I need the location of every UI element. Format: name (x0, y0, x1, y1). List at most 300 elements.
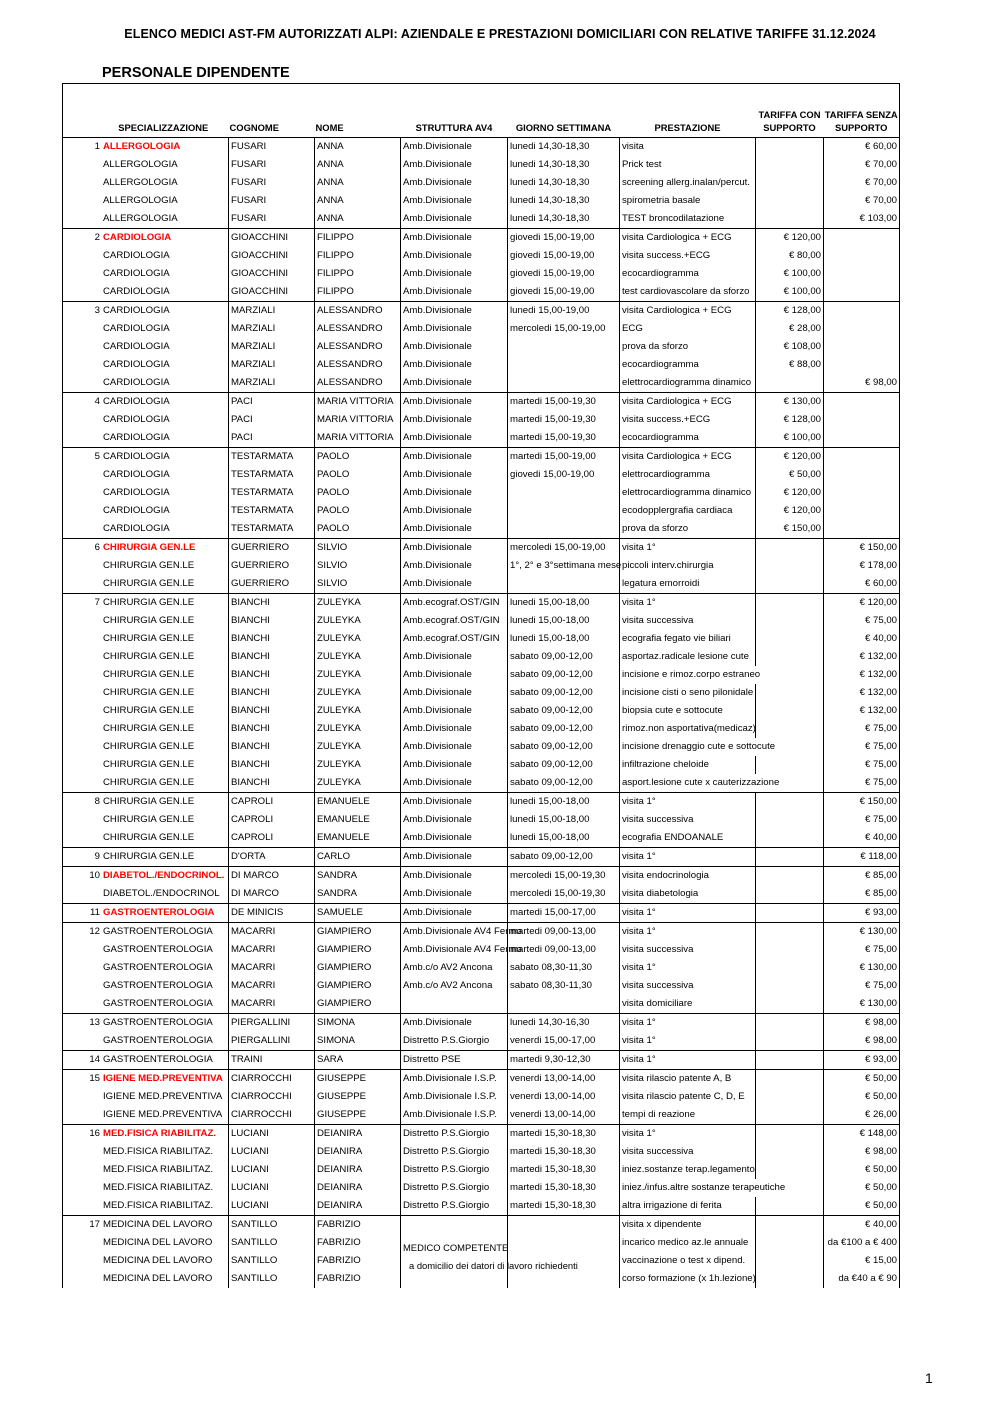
row-number: 16 (89, 1128, 100, 1139)
cell-specializzazione (63, 448, 229, 467)
cell-struttura: Amb.Divisionale (401, 138, 508, 157)
cell-nome: ZULEYKA (315, 720, 401, 738)
cell-giorno: martedi 15,00-17,00 (508, 904, 620, 923)
cell-nome: GIUSEPPE (315, 1070, 401, 1089)
cell-tariffa-con (756, 156, 824, 174)
cell-tariffa-con (756, 666, 824, 684)
cell-nome: DEIANIRA (315, 1161, 401, 1179)
specializzazione-label: CARDIOLOGIA (103, 505, 170, 516)
cell-cognome: FUSARI (229, 174, 315, 192)
specializzazione-label: DIABETOL./ENDOCRINOL. (103, 870, 225, 881)
cell-prestazione: visita 1° (620, 594, 756, 613)
cell-cognome: TESTARMATA (229, 466, 315, 484)
cell-nome: MARIA VITTORIA (315, 393, 401, 412)
cell-nome: SILVIO (315, 575, 401, 594)
cell-cognome: GIOACCHINI (229, 247, 315, 265)
cell-cognome: MACARRI (229, 959, 315, 977)
specializzazione-label: CHIRURGIA GEN.LE (103, 669, 195, 680)
cell-cognome: FUSARI (229, 210, 315, 229)
cell-struttura: Amb.Divisionale (401, 484, 508, 502)
cell-struttura: Amb.Divisionale (401, 320, 508, 338)
table-row (63, 557, 900, 575)
cell-tariffa-con (756, 174, 824, 192)
cell-giorno: sabato 09,00-12,00 (508, 738, 620, 756)
cell-cognome: PIERGALLINI (229, 1014, 315, 1033)
cell-nome: EMANUELE (315, 793, 401, 812)
row-number: 15 (89, 1073, 100, 1084)
cell-specializzazione (63, 774, 229, 793)
cell-giorno: martedi 15,30-18,30 (508, 1161, 620, 1179)
cell-prestazione: asport.lesione cute x cauterizzazione (620, 774, 756, 793)
cell-giorno: giovedi 15,00-19,00 (508, 466, 620, 484)
cell-prestazione: visita 1° (620, 1125, 756, 1144)
cell-struttura: Distretto P.S.Giorgio (401, 1197, 508, 1216)
cell-tariffa-con (756, 1070, 824, 1089)
cell-cognome: DI MARCO (229, 885, 315, 904)
cell-struttura: Amb.Divisionale (401, 648, 508, 666)
cell-struttura: Amb.Divisionale (401, 265, 508, 283)
cell-cognome: DI MARCO (229, 867, 315, 886)
specializzazione-label: IGIENE MED.PREVENTIVA (103, 1109, 223, 1120)
cell-giorno: lunedi 14,30-18,30 (508, 192, 620, 210)
cell-nome: ANNA (315, 174, 401, 192)
cell-tariffa-con (756, 959, 824, 977)
specializzazione-label: ALLERGOLOGIA (103, 213, 178, 224)
cell-cognome: PACI (229, 429, 315, 448)
cell-struttura: Amb.Divisionale (401, 338, 508, 356)
cell-tariffa-con: € 120,00 (756, 502, 824, 520)
cell-tariffa-con: € 100,00 (756, 265, 824, 283)
cell-specializzazione (63, 429, 229, 448)
document-title: ELENCO MEDICI AST-FM AUTORIZZATI ALPI: AZIENDALE E PRESTAZIONI DOMICILIARI CON RELATIVE TARIFFE 31.12.2024 (124, 27, 876, 41)
cell-tariffa-con: € 120,00 (756, 448, 824, 467)
cell-tariffa-con (756, 904, 824, 923)
cell-giorno (508, 484, 620, 502)
cell-cognome: MARZIALI (229, 320, 315, 338)
cell-specializzazione (63, 575, 229, 594)
cell-prestazione: ecocardiogramma (620, 429, 756, 448)
cell-tariffa-senza (824, 320, 900, 338)
cell-prestazione: visita rilascio patente C, D, E (620, 1088, 756, 1106)
row-number: 8 (94, 796, 100, 807)
cell-cognome: GIOACCHINI (229, 229, 315, 248)
cell-tariffa-con: € 128,00 (756, 411, 824, 429)
cell-specializzazione (63, 995, 229, 1014)
cell-nome: FABRIZIO (315, 1216, 401, 1235)
cell-tariffa-con: € 120,00 (756, 229, 824, 248)
cell-giorno: giovedi 15,00-19,00 (508, 283, 620, 302)
cell-nome: FILIPPO (315, 283, 401, 302)
cell-cognome: PIERGALLINI (229, 1032, 315, 1051)
cell-giorno: mercoledi 15,00-19,30 (508, 867, 620, 886)
cell-tariffa-senza: € 50,00 (824, 1197, 900, 1216)
cell-specializzazione (63, 356, 229, 374)
specializzazione-label: CARDIOLOGIA (103, 523, 170, 534)
cell-tariffa-senza: € 150,00 (824, 793, 900, 812)
cell-specializzazione (63, 720, 229, 738)
cell-giorno: sabato 09,00-12,00 (508, 684, 620, 702)
cell-tariffa-senza: € 70,00 (824, 174, 900, 192)
cell-giorno: sabato 08,30-11,30 (508, 959, 620, 977)
row-number: 5 (94, 451, 100, 462)
cell-prestazione: tempi di reazione (620, 1106, 756, 1125)
cell-prestazione: prova da sforzo (620, 338, 756, 356)
cell-tariffa-senza: € 50,00 (824, 1179, 900, 1197)
specializzazione-label: CHIRURGIA GEN.LE (103, 597, 195, 608)
cell-struttura: Amb.Divisionale (401, 393, 508, 412)
cell-struttura: Distretto P.S.Giorgio (401, 1179, 508, 1197)
cell-cognome: DE MINICIS (229, 904, 315, 923)
cell-nome: MARIA VITTORIA (315, 411, 401, 429)
table-row (63, 1014, 900, 1033)
specializzazione-label: CARDIOLOGIA (103, 286, 170, 297)
cell-giorno: sabato 09,00-12,00 (508, 720, 620, 738)
row-number: 9 (94, 851, 100, 862)
cell-cognome: CIARROCCHI (229, 1070, 315, 1089)
cell-struttura: Amb.c/o AV2 Ancona (401, 959, 508, 977)
cell-tariffa-senza: € 120,00 (824, 594, 900, 613)
cell-prestazione: incisione drenaggio cute e sottocute (620, 738, 756, 756)
table-row (63, 1070, 900, 1089)
specializzazione-label: GASTROENTEROLOGIA (103, 926, 213, 937)
cell-tariffa-con (756, 1252, 824, 1270)
cell-tariffa-senza: € 75,00 (824, 774, 900, 793)
cell-nome: FILIPPO (315, 229, 401, 248)
cell-prestazione: visita rilascio patente A, B (620, 1070, 756, 1089)
cell-nome: PAOLO (315, 520, 401, 539)
cell-tariffa-con (756, 557, 824, 575)
cell-cognome: CAPROLI (229, 811, 315, 829)
cell-cognome: MARZIALI (229, 302, 315, 321)
medico-competente-line2: a domicilio dei datori di lavoro richiedenti (409, 1260, 578, 1271)
cell-tariffa-con (756, 867, 824, 886)
cell-specializzazione (63, 666, 229, 684)
cell-nome: ALESSANDRO (315, 302, 401, 321)
cell-giorno (508, 502, 620, 520)
table-row (63, 229, 900, 248)
cell-giorno: lunedi 14,30-18,30 (508, 156, 620, 174)
cell-struttura: Amb.Divisionale (401, 156, 508, 174)
cell-prestazione: visita 1° (620, 539, 756, 558)
cell-tariffa-con: € 28,00 (756, 320, 824, 338)
cell-specializzazione (63, 374, 229, 393)
cell-prestazione: incisione cisti o seno pilonidale (620, 684, 756, 702)
cell-struttura: Distretto P.S.Giorgio (401, 1161, 508, 1179)
cell-cognome: GUERRIERO (229, 575, 315, 594)
cell-struttura: Amb.Divisionale (401, 684, 508, 702)
cell-tariffa-con (756, 923, 824, 942)
cell-cognome: CAPROLI (229, 829, 315, 848)
cell-cognome: BIANCHI (229, 738, 315, 756)
cell-prestazione: spirometria basale (620, 192, 756, 210)
cell-giorno (508, 374, 620, 393)
cell-cognome: LUCIANI (229, 1143, 315, 1161)
cell-struttura: Amb.Divisionale (401, 829, 508, 848)
cell-struttura: Amb.ecograf.OST/GIN (401, 612, 508, 630)
cell-prestazione: ecografia ENDOANALE (620, 829, 756, 848)
row-number: 2 (94, 232, 100, 243)
specializzazione-label: GASTROENTEROLOGIA (103, 962, 213, 973)
specializzazione-label: CARDIOLOGIA (103, 232, 172, 243)
cell-specializzazione (63, 885, 229, 904)
cell-giorno: sabato 09,00-12,00 (508, 848, 620, 867)
cell-prestazione: biopsia cute e sottocute (620, 702, 756, 720)
cell-tariffa-senza: € 98,00 (824, 374, 900, 393)
table-row (63, 356, 900, 374)
table-row (63, 684, 900, 702)
table-row (63, 829, 900, 848)
cell-specializzazione (63, 283, 229, 302)
cell-tariffa-senza: € 98,00 (824, 1014, 900, 1033)
cell-cognome: TESTARMATA (229, 502, 315, 520)
cell-specializzazione (63, 738, 229, 756)
cell-prestazione: elettrocardiogramma dinamico (620, 484, 756, 502)
tariff-table (62, 83, 900, 1288)
cell-cognome: PACI (229, 411, 315, 429)
cell-tariffa-con (756, 612, 824, 630)
cell-giorno: martedi 9,30-12,30 (508, 1051, 620, 1070)
cell-nome: ANNA (315, 138, 401, 157)
cell-specializzazione (63, 1234, 229, 1252)
cell-specializzazione (63, 1270, 229, 1288)
cell-giorno: mercoledi 15,00-19,00 (508, 539, 620, 558)
cell-specializzazione (63, 411, 229, 429)
cell-tariffa-senza (824, 502, 900, 520)
cell-giorno: mercoledi 15,00-19,30 (508, 885, 620, 904)
cell-giorno: lunedi 15,00-18,00 (508, 594, 620, 613)
specializzazione-label: CARDIOLOGIA (103, 268, 170, 279)
cell-struttura: Amb.Divisionale (401, 885, 508, 904)
cell-nome: ZULEYKA (315, 630, 401, 648)
specializzazione-label: GASTROENTEROLOGIA (103, 998, 213, 1009)
cell-struttura: Amb.Divisionale (401, 539, 508, 558)
cell-tariffa-con: € 88,00 (756, 356, 824, 374)
cell-nome: ZULEYKA (315, 612, 401, 630)
specializzazione-label: MEDICINA DEL LAVORO (103, 1255, 213, 1266)
cell-struttura: Amb.ecograf.OST/GIN (401, 630, 508, 648)
table-row (63, 756, 900, 774)
cell-nome: EMANUELE (315, 829, 401, 848)
cell-cognome: MACARRI (229, 995, 315, 1014)
specializzazione-label: CHIRURGIA GEN.LE (103, 615, 195, 626)
cell-struttura: Amb.Divisionale I.S.P. (401, 1070, 508, 1089)
row-number: 14 (89, 1054, 100, 1065)
cell-nome: SARA (315, 1051, 401, 1070)
specializzazione-label: CARDIOLOGIA (103, 396, 170, 407)
cell-specializzazione (63, 1070, 229, 1089)
cell-giorno: giovedi 15,00-19,00 (508, 229, 620, 248)
cell-prestazione: incarico medico az.le annuale (620, 1234, 756, 1252)
cell-giorno (508, 338, 620, 356)
cell-cognome: BIANCHI (229, 684, 315, 702)
cell-struttura: Amb.Divisionale (401, 520, 508, 539)
cell-giorno (508, 575, 620, 594)
cell-specializzazione (63, 229, 229, 248)
cell-prestazione: screening allerg.inalan/percut. (620, 174, 756, 192)
table-row (63, 630, 900, 648)
specializzazione-label: CHIRURGIA GEN.LE (103, 759, 195, 770)
table-row (63, 867, 900, 886)
table-row (63, 904, 900, 923)
specializzazione-label: CARDIOLOGIA (103, 250, 170, 261)
table-row (63, 720, 900, 738)
cell-tariffa-senza (824, 229, 900, 248)
specializzazione-label: CHIRURGIA GEN.LE (103, 633, 195, 644)
cell-tariffa-senza: € 130,00 (824, 959, 900, 977)
header-tariffa-con: TARIFFA CON SUPPORTO (756, 84, 824, 138)
specializzazione-label: GASTROENTEROLOGIA (103, 1017, 213, 1028)
cell-tariffa-senza: € 148,00 (824, 1125, 900, 1144)
cell-nome: PAOLO (315, 502, 401, 520)
cell-tariffa-senza: € 26,00 (824, 1106, 900, 1125)
cell-tariffa-senza: € 130,00 (824, 995, 900, 1014)
row-number: 3 (94, 305, 100, 316)
cell-tariffa-senza: € 75,00 (824, 811, 900, 829)
cell-tariffa-con: € 50,00 (756, 466, 824, 484)
cell-tariffa-con (756, 1161, 824, 1179)
cell-specializzazione (63, 756, 229, 774)
cell-tariffa-senza (824, 429, 900, 448)
cell-nome: FABRIZIO (315, 1252, 401, 1270)
cell-specializzazione (63, 520, 229, 539)
cell-prestazione: ecocardiogramma (620, 356, 756, 374)
cell-specializzazione (63, 941, 229, 959)
cell-tariffa-con (756, 995, 824, 1014)
cell-nome: ANNA (315, 156, 401, 174)
table-row (63, 156, 900, 174)
cell-nome: ZULEYKA (315, 738, 401, 756)
table-row (63, 774, 900, 793)
cell-tariffa-senza: € 132,00 (824, 666, 900, 684)
cell-prestazione: visita Cardiologica + ECG (620, 448, 756, 467)
cell-prestazione: visita 1° (620, 793, 756, 812)
cell-tariffa-con (756, 1051, 824, 1070)
header-specializzazione: SPECIALIZZAZIONE (63, 84, 229, 138)
table-row (63, 1051, 900, 1070)
table-row (63, 247, 900, 265)
cell-struttura: Amb.Divisionale (401, 756, 508, 774)
table-row (63, 702, 900, 720)
cell-prestazione: iniez.sostanze terap.legamento (620, 1161, 756, 1179)
cell-prestazione: visita success.+ECG (620, 247, 756, 265)
cell-nome: GIAMPIERO (315, 959, 401, 977)
cell-specializzazione (63, 848, 229, 867)
table-row (63, 959, 900, 977)
cell-tariffa-senza (824, 265, 900, 283)
cell-giorno (508, 995, 620, 1014)
cell-giorno: 1°, 2° e 3°settimana mese (508, 557, 620, 575)
table-row (63, 941, 900, 959)
cell-tariffa-senza (824, 356, 900, 374)
cell-giorno: sabato 09,00-12,00 (508, 648, 620, 666)
cell-cognome: PACI (229, 393, 315, 412)
cell-nome: ALESSANDRO (315, 356, 401, 374)
cell-tariffa-senza: € 75,00 (824, 941, 900, 959)
cell-struttura: Amb.Divisionale (401, 774, 508, 793)
cell-giorno (508, 356, 620, 374)
cell-cognome: MARZIALI (229, 338, 315, 356)
cell-tariffa-con (756, 539, 824, 558)
specializzazione-label: IGIENE MED.PREVENTIVA (103, 1091, 223, 1102)
header-cognome: COGNOME (229, 84, 315, 138)
cell-struttura: Amb.Divisionale (401, 904, 508, 923)
cell-prestazione: infiltrazione cheloide (620, 756, 756, 774)
row-number: 11 (90, 907, 100, 918)
cell-tariffa-con: € 80,00 (756, 247, 824, 265)
cell-tariffa-con (756, 1088, 824, 1106)
cell-struttura: Amb.Divisionale (401, 466, 508, 484)
specializzazione-label: GASTROENTEROLOGIA (103, 1054, 213, 1065)
cell-tariffa-senza: € 60,00 (824, 575, 900, 594)
row-number: 7 (94, 597, 100, 608)
cell-nome: FABRIZIO (315, 1270, 401, 1288)
cell-tariffa-senza: € 93,00 (824, 1051, 900, 1070)
cell-specializzazione (63, 484, 229, 502)
cell-tariffa-con: € 100,00 (756, 429, 824, 448)
cell-nome: CARLO (315, 848, 401, 867)
specializzazione-label: CHIRURGIA GEN.LE (103, 796, 195, 807)
specializzazione-label: CARDIOLOGIA (103, 432, 170, 443)
row-number: 12 (89, 926, 100, 937)
row-number: 13 (89, 1017, 100, 1028)
cell-specializzazione (63, 793, 229, 812)
cell-cognome: BIANCHI (229, 666, 315, 684)
specializzazione-label: ALLERGOLOGIA (103, 195, 178, 206)
cell-prestazione: visita successiva (620, 1143, 756, 1161)
cell-struttura: Amb.Divisionale (401, 793, 508, 812)
cell-nome: PAOLO (315, 466, 401, 484)
cell-giorno: martedi 15,00-19,30 (508, 411, 620, 429)
cell-struttura: Amb.Divisionale (401, 302, 508, 321)
cell-struttura: Amb.Divisionale (401, 702, 508, 720)
cell-tariffa-con (756, 594, 824, 613)
cell-specializzazione (63, 923, 229, 942)
cell-tariffa-con: € 108,00 (756, 338, 824, 356)
cell-giorno: martedi 09,00-13,00 (508, 923, 620, 942)
cell-cognome: BIANCHI (229, 720, 315, 738)
specializzazione-label: GASTROENTEROLOGIA (103, 980, 213, 991)
cell-tariffa-con (756, 702, 824, 720)
cell-prestazione: visita 1° (620, 904, 756, 923)
header-tariffa-senza: TARIFFA SENZA SUPPORTO (824, 84, 900, 138)
cell-specializzazione (63, 1088, 229, 1106)
cell-nome: SILVIO (315, 539, 401, 558)
cell-prestazione: Prick test (620, 156, 756, 174)
cell-giorno: martedi 09,00-13,00 (508, 941, 620, 959)
cell-specializzazione (63, 265, 229, 283)
cell-struttura: Distretto P.S.Giorgio (401, 1125, 508, 1144)
specializzazione-label: MEDICINA DEL LAVORO (103, 1273, 213, 1284)
section-title: PERSONALE DIPENDENTE (102, 65, 290, 81)
cell-struttura-medico-competente (401, 1216, 578, 1289)
cell-giorno: giovedi 15,00-19,00 (508, 247, 620, 265)
cell-giorno: venerdi 13,00-14,00 (508, 1088, 620, 1106)
cell-tariffa-con (756, 977, 824, 995)
cell-nome: ZULEYKA (315, 648, 401, 666)
cell-tariffa-con: € 100,00 (756, 283, 824, 302)
cell-giorno: lunedi 14,30-18,30 (508, 210, 620, 229)
table-header-row (63, 84, 900, 138)
cell-tariffa-con (756, 1032, 824, 1051)
cell-cognome: GIOACCHINI (229, 283, 315, 302)
cell-tariffa-senza (824, 411, 900, 429)
cell-prestazione: legatura emorroidi (620, 575, 756, 594)
cell-tariffa-senza: € 75,00 (824, 756, 900, 774)
cell-cognome: CIARROCCHI (229, 1106, 315, 1125)
table-row (63, 666, 900, 684)
cell-specializzazione (63, 1197, 229, 1216)
cell-prestazione: visita successiva (620, 811, 756, 829)
